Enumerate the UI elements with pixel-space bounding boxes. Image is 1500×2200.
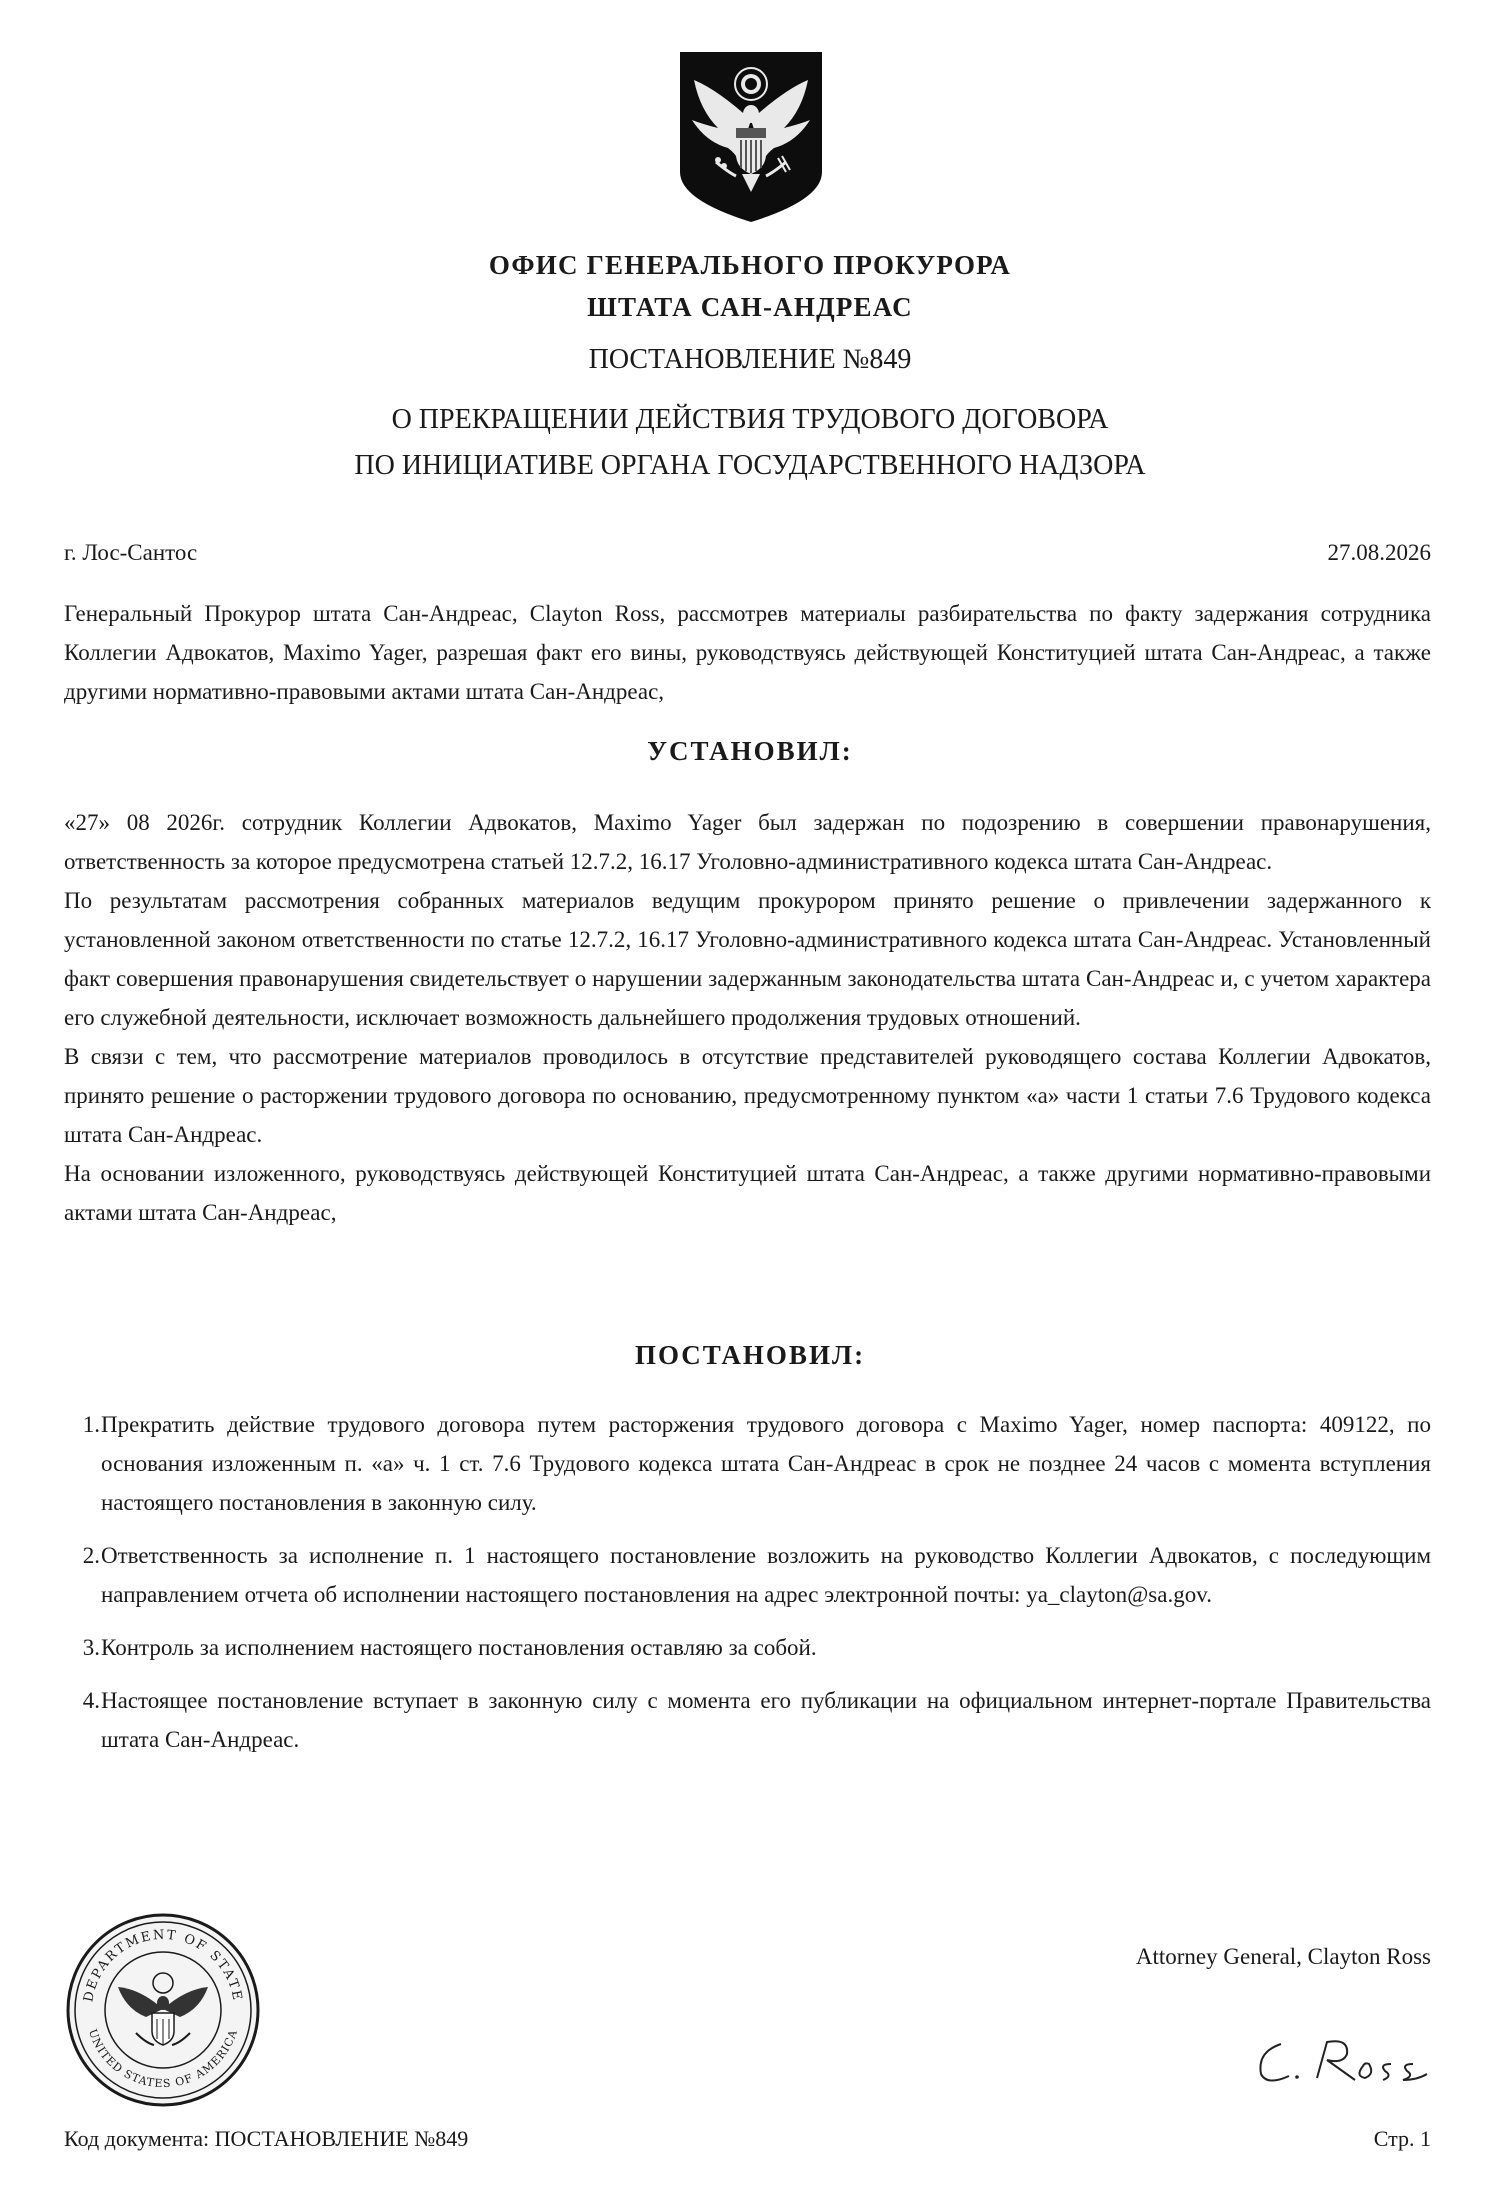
decree-subject — [0, 397, 1500, 489]
resolution-number: 1. — [82, 1412, 100, 1437]
resolution-text: Настоящее постановление вступает в законную силу с момента его публикации на официальном интернет-портале Правительства штата Сан-Андреас. — [101, 1688, 1431, 1752]
resolution-number: 4. — [82, 1688, 100, 1713]
established-heading: УСТАНОВИЛ: — [647, 736, 853, 766]
resolution-text: Ответственность за исполнение п. 1 настоящего постановление возложить на руководство Коллегии Адвокатов, с последующим направлением отчета об исполнении настоящего постановления на адрес электронной почты: ya_clayton@sa.gov. — [101, 1543, 1431, 1607]
resolution-text: Прекратить действие трудового договора путем расторжения трудового договора с Maximo Yager, номер паспорта: 409122, по основания изложенным п. «а» ч. 1 ст. 7.6 Трудового кодекса штата Сан-Андреас в срок не позднее 24 часов с момента вступления настоящего постановления в законную силу. — [101, 1412, 1431, 1515]
preamble — [64, 594, 1431, 711]
decree-subject-line2: ПО ИНИЦИАТИВЕ ОРГАНА ГОСУДАРСТВЕННОГО НАДЗОРА — [354, 450, 1146, 481]
office-title-line2: ШТАТА САН-АНДРЕАС — [587, 292, 913, 322]
seal-text-bottom: UNITED STATES OF AMERICA — [85, 2027, 241, 2091]
resolution-list — [64, 1405, 1431, 1773]
decree-subject-line1: О ПРЕКРАЩЕНИИ ДЕЙСТВИЯ ТРУДОВОГО ДОГОВОРА — [391, 404, 1109, 435]
resolution-item — [64, 1681, 1431, 1759]
finding-paragraph: На основании изложенного, руководствуясь действующей Конституцией штата Сан-Андреас, а также другими нормативно-правовыми актами штата Сан-Андреас, — [64, 1161, 1431, 1225]
seal-text-top: DEPARTMENT OF STATE — [81, 1927, 245, 2004]
resolution-text: Контроль за исполнением настоящего постановления оставляю за собой. — [101, 1635, 817, 1660]
finding-paragraph: По результатам рассмотрения собранных материалов ведущим прокурором принято решение о привлечении задержанного к установленной законом ответственности по статье 12.7.2, 16.17 Уголовно-административного кодекса штата Сан-Андреас. Установленный факт совершения правонарушения свидетельствует о нарушении задержанным законодательства штата Сан-Андреас и, с учетом характера его служебной деятельности, исключает возможность дальнейшего продолжения трудовых отношений. — [64, 888, 1431, 1030]
finding-paragraph: В связи с тем, что рассмотрение материалов проводилось в отсутствие представителей руководящего состава Коллегии Адвокатов, принято решение о расторжении трудового договора по основанию, предусмотренному пунктом «а» части 1 статьи 7.6 Трудового кодекса штата Сан-Андреас. — [64, 1044, 1431, 1147]
established-section — [64, 803, 1431, 1232]
resolution-item — [64, 1628, 1431, 1667]
city: г. Лос-Сантос — [64, 540, 198, 565]
office-title-line1: ОФИС ГЕНЕРАЛЬНОГО ПРОКУРОРА — [488, 250, 1012, 280]
handwritten-signature — [1251, 2030, 1431, 2090]
place-date-row — [64, 536, 1431, 570]
page-footer — [64, 2124, 1431, 2154]
signatory-title: Attorney General, Clayton Ross — [1135, 1944, 1431, 1969]
document-code: Код документа: ПОСТАНОВЛЕНИЕ №849 — [64, 2126, 469, 2151]
resolution-item — [64, 1536, 1431, 1614]
resolution-item — [64, 1405, 1431, 1522]
preamble-text: Генеральный Прокурор штата Сан-Андреас, Clayton Ross, рассмотрев материалы разбирательства по факту задержания сотрудника Коллегии Адвокатов, Maximo Yager, разрешая факт его вины, руководствуясь действующей Конституцией штата Сан-Андреас, а также другими нормативно-правовыми актами штата Сан-Андреас, — [64, 601, 1431, 704]
finding-paragraph: «27» 08 2026г. сотрудник Коллегии Адвокатов, Maximo Yager был задержан по подозрению в совершении правонарушения, ответственность за которое предусмотрена статьей 12.7.2, 16.17 Уголовно-административного кодекса штата Сан-Андреас. — [64, 810, 1431, 874]
eagle-crest-icon — [678, 50, 824, 224]
office-title — [0, 244, 1500, 328]
decree-number: ПОСТАНОВЛЕНИЕ №849 — [588, 344, 912, 375]
resolution-number: 2. — [82, 1543, 100, 1568]
decree-date: 27.08.2026 — [1327, 540, 1431, 565]
resolution-number: 3. — [82, 1635, 100, 1660]
department-of-state-seal-icon — [66, 1913, 260, 2107]
page-number: Стр. 1 — [1373, 2126, 1431, 2151]
resolved-heading: ПОСТАНОВИЛ: — [634, 1340, 866, 1370]
